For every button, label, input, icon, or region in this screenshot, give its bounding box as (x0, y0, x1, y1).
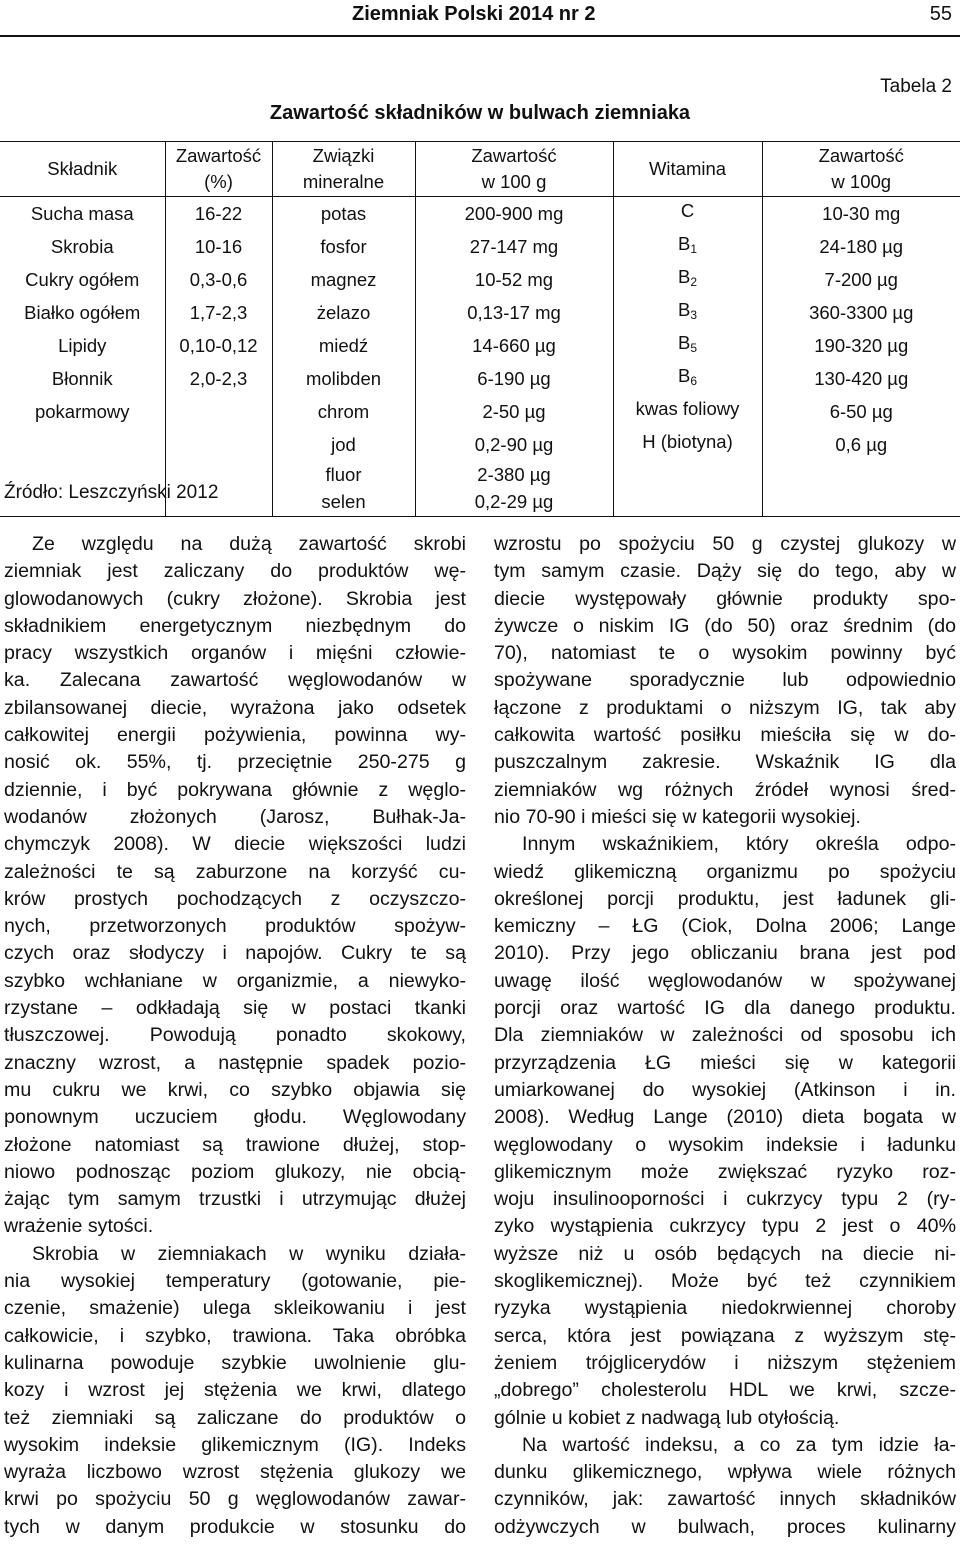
cell-component-text: Lipidy (58, 335, 107, 356)
cell-mineral-text: magnez (310, 269, 377, 290)
text-line: ka. Zalecana zawartość węglowodanów w (4, 669, 466, 692)
cell-component (0, 395, 165, 428)
cell-vitamin-amount-text: 0,6 µg (835, 434, 888, 455)
table-header-cell (0, 142, 165, 197)
text-line: łączone z produktami o niższym IG, tak aby (494, 696, 956, 719)
cell-vitamin (613, 230, 762, 263)
cell-vitamin-amount (762, 296, 960, 329)
page-number: 55 (929, 3, 952, 25)
table-header-text: w 100g (831, 171, 892, 192)
text-line: chymczyk 2008). W diecie większości ludzi (4, 833, 466, 856)
cell-content-percent (165, 362, 272, 395)
cell-mineral (272, 395, 415, 428)
cell-mineral-amount (415, 461, 613, 488)
text-line: całkowicie, i szybko, trawiona. Taka obróbka (4, 1324, 466, 1347)
text-line: krów prostych pochodzących z oczyszczo- (4, 887, 466, 910)
table-header-text: Zawartość (175, 145, 262, 166)
left-text-column (4, 531, 466, 1541)
table-source: Źródło: Leszczyński 2012 (4, 482, 219, 503)
text-line: tym samym czasie. Dąży się do tego, aby w (494, 560, 956, 583)
text-line: wysokim indeksie glikemicznym (IG). Indeks (4, 1433, 466, 1456)
cell-vitamin-amount (762, 362, 960, 395)
vitamin-subscript: 1 (690, 242, 698, 256)
text-line: określonej porcji produktu, jest ładunek gli- (494, 887, 956, 910)
text-line: składnikiem energetycznym niezbędnym do (4, 614, 466, 637)
cell-mineral-amount-text: 10-52 mg (474, 269, 554, 290)
cell-content-percent (165, 329, 272, 362)
cell-mineral-amount-text: 200-900 mg (464, 203, 564, 224)
cell-component-text: Skrobia (50, 236, 114, 257)
cell-component (0, 197, 165, 231)
text-line: wrażenie sytości. (4, 1215, 154, 1238)
cell-vitamin-text: B (677, 233, 691, 254)
cell-mineral-amount (415, 296, 613, 329)
cell-component-text: pokarmowy (34, 401, 130, 422)
journal-title: Ziemniak Polski 2014 nr 2 (352, 3, 596, 25)
text-line: czych oraz słodyczy i napojów. Cukry te są (4, 942, 466, 965)
cell-vitamin-amount (762, 461, 960, 488)
table-header-row (0, 142, 960, 197)
table-header-cell (762, 142, 960, 197)
cell-vitamin-text: C (680, 200, 695, 221)
table-row (0, 197, 960, 231)
cell-mineral (272, 362, 415, 395)
cell-vitamin-amount-text: 24-180 µg (819, 236, 904, 257)
text-line: porcji oraz wartość IG dla danego produktu. (494, 997, 956, 1020)
cell-mineral (272, 488, 415, 516)
text-line: woju insulinooporności i cukrzycy typu 2 (ry- (494, 1188, 956, 1211)
cell-mineral-amount (415, 428, 613, 461)
cell-mineral (272, 197, 415, 231)
text-line: pracy wszystkich organów i mięśni człowie- (4, 642, 466, 665)
text-line: nosić ok. 55%, tj. przeciętnie 250-275 g (4, 751, 466, 774)
cell-mineral-amount (415, 395, 613, 428)
text-line: dziennie, i być pokrywana głównie z węglo- (4, 778, 466, 801)
cell-mineral-amount-text: 2-50 µg (482, 401, 546, 422)
text-line: czenie, smażenie) ulega skleikowaniu i jest (4, 1297, 466, 1320)
text-line: gólnie u kobiet z nadwagą lub otyłością. (494, 1406, 840, 1429)
cell-mineral-amount (415, 263, 613, 296)
table-row (0, 296, 960, 329)
right-text-column (494, 531, 956, 1541)
table-header-text: Składnik (47, 158, 118, 179)
cell-vitamin-text: B (677, 332, 691, 353)
text-line: ponownym uczuciem głodu. Węglowodany (4, 1106, 466, 1129)
text-line: kulinarna powoduje szybkie uwolnienie glu- (4, 1351, 466, 1374)
table-row (0, 428, 960, 461)
text-line: tłuszczowej. Powodują ponadto skokowy, (4, 1024, 466, 1047)
cell-content-percent (165, 230, 272, 263)
cell-mineral (272, 296, 415, 329)
cell-content-percent (165, 296, 272, 329)
cell-content-percent-text: 2,0-2,3 (189, 368, 248, 389)
text-line: ryzyka wystąpienia niedokrwiennej choroby (494, 1297, 956, 1320)
cell-vitamin-text: H (biotyna) (642, 431, 733, 452)
text-line: 2010). Przy jego obliczaniu brana jest pod (494, 942, 956, 965)
text-line: szybko wchłaniane w organizmie, a niewyko- (4, 969, 466, 992)
text-line: czynników, jak: zawartość innych składników (494, 1488, 956, 1511)
text-line: glowodanowych (cukry złożone). Skrobia jest (4, 587, 466, 610)
text-line: ziemniak jest zaliczany do produktów wę- (4, 560, 466, 583)
cell-vitamin-amount (762, 428, 960, 461)
cell-mineral-amount-text: 14-660 µg (472, 335, 556, 356)
cell-vitamin-text: B (677, 365, 691, 386)
cell-content-percent (165, 395, 272, 428)
cell-vitamin (613, 461, 762, 488)
text-line: Ze względu na dużą zawartość skrobi (32, 533, 466, 555)
text-line: dunku glikemicznego, wpływa wiele różnych (494, 1461, 956, 1484)
cell-mineral-amount (415, 362, 613, 395)
cell-mineral-amount (415, 329, 613, 362)
text-line: nia wysokiej temperatury (gotowanie, pie- (4, 1270, 466, 1293)
cell-content-percent (165, 197, 272, 231)
cell-vitamin-amount-text: 6-50 µg (829, 401, 893, 422)
text-line: żywcze o niskim IG (do 50) oraz średnim (do (494, 614, 956, 637)
cell-vitamin-amount (762, 197, 960, 231)
text-line: węglowodany o wysokim indeksie i ładunku (494, 1133, 956, 1156)
cell-vitamin (613, 296, 762, 329)
cell-vitamin-amount (762, 263, 960, 296)
cell-mineral (272, 428, 415, 461)
text-line: spożywane sporadycznie lub odpowiednio (494, 669, 956, 692)
table-title: Zawartość składników w bulwach ziemniaka (269, 102, 691, 124)
cell-mineral (272, 329, 415, 362)
cell-mineral-amount-text: 2-380 µg (477, 464, 551, 486)
cell-vitamin-text: B (677, 266, 691, 287)
text-line: Dla ziemniaków w zależności od sposobu ich (494, 1024, 956, 1047)
cell-vitamin (613, 197, 762, 231)
cell-component (0, 362, 165, 395)
text-line: całkowita wartość posiłku mieściła się w do- (494, 724, 956, 747)
table-header-text: Związki (312, 145, 375, 166)
text-line: rzystane – odkładają się w postaci tkanki (4, 997, 466, 1020)
cell-vitamin-amount-text: 190-320 µg (814, 335, 909, 356)
text-line: tych w danym produkcie w stosunku do (4, 1515, 466, 1538)
cell-vitamin-amount-text: 7-200 µg (824, 269, 898, 290)
text-line: 2008). Według Lange (2010) dieta bogata w (494, 1106, 956, 1129)
cell-mineral-text: żelazo (316, 302, 371, 323)
cell-vitamin-amount-text: 10-30 mg (822, 203, 901, 224)
table-header-cell (415, 142, 613, 197)
cell-vitamin-amount (762, 329, 960, 362)
cell-content-percent (165, 428, 272, 461)
text-line: Innym wskaźnikiem, który określa odpo- (522, 833, 956, 856)
vitamin-subscript: 5 (690, 341, 698, 355)
cell-vitamin (613, 263, 762, 296)
text-line: też ziemniaki są zaliczane do produktów o (4, 1406, 466, 1429)
cell-vitamin (613, 428, 762, 461)
cell-mineral-text: molibden (305, 368, 382, 389)
cell-vitamin-text: B (677, 299, 691, 320)
table-row (0, 362, 960, 395)
cell-mineral-amount (415, 197, 613, 231)
table-header-text: mineralne (302, 171, 385, 192)
table-row (0, 395, 960, 428)
text-line: Na wartość indeksu, a co za tym idzie ła- (522, 1433, 956, 1456)
cell-mineral-text: fluor (325, 464, 362, 486)
cell-mineral-text: miedź (318, 335, 369, 356)
text-line: 70), natomiast te o wysokim powinny być (494, 642, 956, 665)
text-line: żając tym samym trzustki i utrzymując dłużej (4, 1188, 466, 1211)
text-line: uwagę ilość węglowodanów w spożywanej (494, 969, 956, 992)
text-line: wodanów złożonych (Jarosz, Bułhak-Ja- (4, 805, 466, 828)
text-line: nych, przetworzonych produktów spożyw- (4, 915, 466, 938)
cell-component-text: Sucha masa (30, 203, 134, 224)
table-header-text: Zawartość (471, 145, 557, 166)
vitamin-subscript: 2 (690, 275, 698, 289)
text-line: wzrostu po spożyciu 50 g czystej glukozy w (494, 533, 956, 555)
cell-component-text: Białko ogółem (24, 302, 141, 323)
table-body (0, 197, 960, 517)
text-line: puszczalnym zakresie. Wskaźnik IG dla (494, 751, 956, 774)
nutrient-table-wrap (0, 141, 960, 517)
nutrient-table (0, 141, 960, 517)
cell-component-text: Błonnik (51, 368, 113, 389)
cell-mineral-amount-text: 6-190 µg (477, 368, 551, 389)
text-line: złożone natomiast są trawione dłużej, stop- (4, 1133, 466, 1156)
cell-component (0, 230, 165, 263)
cell-mineral-text: potas (320, 203, 367, 224)
cell-component (0, 263, 165, 296)
cell-mineral-amount-text: 0,13-17 mg (467, 302, 561, 323)
text-line: żeniem trójglicerydów i niższym stężeniem (494, 1351, 956, 1374)
page-header (0, 0, 960, 34)
text-line: ziemniaków wg różnych źródeł wynosi śred- (494, 778, 956, 801)
cell-mineral-amount-text: 0,2-29 µg (474, 491, 554, 513)
table-label: Tabela 2 (880, 76, 952, 97)
cell-vitamin-text: kwas foliowy (635, 398, 740, 419)
cell-mineral-text: chrom (317, 401, 370, 422)
header-rule (0, 35, 960, 37)
text-line: glikemicznym może zwiększać ryzyko roz- (494, 1160, 956, 1183)
text-line: umiarkowanej do wysokiej (Atkinson i in. (494, 1078, 956, 1101)
text-line: krwi po spożyciu 50 g węglowodanów zawar- (4, 1488, 466, 1511)
text-line: diecie występowały głównie produkty spo- (494, 587, 956, 610)
text-line: wiedź glikemiczną organizmu po spożyciu (494, 860, 956, 883)
cell-content-percent-text: 1,7-2,3 (189, 302, 248, 323)
table-row (0, 263, 960, 296)
cell-vitamin-amount-text: 130-420 µg (814, 368, 909, 389)
cell-mineral (272, 263, 415, 296)
text-line: znaczny wzrost, a następnie spadek pozio- (4, 1051, 466, 1074)
cell-component-text: Cukry ogółem (25, 269, 140, 290)
table-header-cell (613, 142, 762, 197)
text-line: całkowitej energii pożywienia, powinna wy- (4, 724, 466, 747)
cell-vitamin (613, 395, 762, 428)
text-line: skoglikemicznej). Może być też czynnikiem (494, 1270, 956, 1293)
cell-content-percent-text: 16-22 (194, 203, 243, 224)
cell-component (0, 296, 165, 329)
cell-mineral-amount (415, 230, 613, 263)
table-header-text: Zawartość (818, 145, 904, 166)
text-line: nio 70-90 i mieści się w kategorii wysokiej. (494, 805, 861, 828)
text-line: zależności te są zaburzone na korzyść cu- (4, 860, 466, 883)
cell-vitamin-amount (762, 488, 960, 516)
text-line: „dobrego” cholesterolu HDL we krwi, szcze- (494, 1379, 956, 1402)
cell-mineral-amount (415, 488, 613, 516)
table-head (0, 142, 960, 197)
cell-mineral (272, 230, 415, 263)
cell-content-percent (165, 263, 272, 296)
cell-mineral (272, 461, 415, 488)
cell-vitamin-amount (762, 395, 960, 428)
cell-component (0, 428, 165, 461)
text-line: zbilansowanej diecie, wyrażona jako odsetek (4, 696, 466, 719)
cell-mineral-text: fosfor (320, 236, 367, 257)
cell-content-percent-text: 10-16 (194, 236, 243, 257)
vitamin-subscript: 3 (690, 308, 698, 322)
cell-vitamin (613, 362, 762, 395)
cell-vitamin-amount (762, 230, 960, 263)
text-line: kozy i wzrost jej stężenia we krwi, dlatego (4, 1379, 466, 1402)
vitamin-subscript: 6 (690, 374, 698, 388)
table-header-text: (%) (204, 171, 233, 192)
cell-vitamin (613, 488, 762, 516)
text-line: kemiczny – ŁG (Ciok, Dolna 2006; Lange (494, 915, 956, 938)
cell-content-percent-text: 0,10-0,12 (179, 335, 258, 356)
cell-component (0, 329, 165, 362)
table-header-cell (272, 142, 415, 197)
text-line: niowo podnosząc poziom glukozy, nie obcią- (4, 1160, 466, 1183)
table-header-text: Witamina (648, 158, 727, 179)
cell-mineral-text: selen (321, 491, 366, 513)
text-line: Skrobia w ziemniakach w wyniku działa- (32, 1242, 466, 1265)
text-line: mu cukru we krwi, co szybko objawia się (4, 1078, 466, 1101)
cell-mineral-text: jod (331, 434, 356, 455)
cell-vitamin-amount-text: 360-3300 µg (809, 302, 914, 323)
cell-vitamin (613, 329, 762, 362)
text-line: wyraża liczbowo wzrost stężenia glukozy we (4, 1461, 466, 1484)
text-line: odżywczych w bulwach, proces kulinarny (494, 1515, 956, 1538)
table-row (0, 230, 960, 263)
text-line: zyko wystąpienia cukrzycy typu 2 jest o 40% (494, 1215, 956, 1238)
table-row (0, 329, 960, 362)
text-line: serca, która jest powiązana z wyższym stę- (494, 1324, 956, 1347)
table-header-cell (165, 142, 272, 197)
text-line: wyższe niż u osób będących na diecie ni- (494, 1242, 956, 1265)
cell-mineral-amount-text: 0,2-90 µg (474, 434, 554, 455)
table-header-text: w 100 g (481, 171, 547, 192)
text-line: przyrządzenia ŁG mieści się w kategorii (494, 1051, 956, 1074)
cell-content-percent-text: 0,3-0,6 (189, 269, 248, 290)
cell-mineral-amount-text: 27-147 mg (469, 236, 559, 257)
